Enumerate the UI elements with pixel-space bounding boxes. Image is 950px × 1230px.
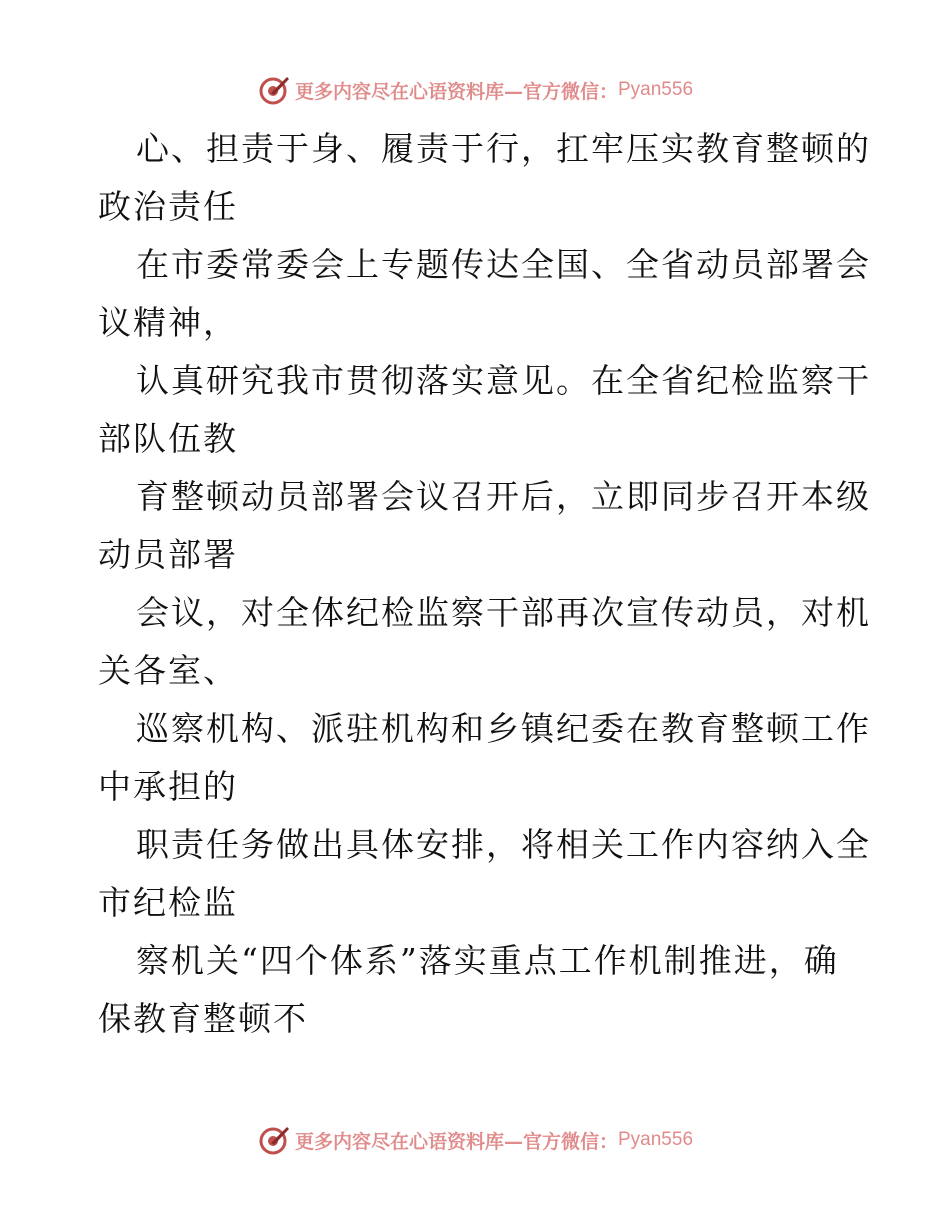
header-banner-id: Pyan556: [618, 79, 694, 100]
document-body: [98, 120, 871, 1048]
body-line: 市纪检监: [98, 883, 238, 922]
footer-banner-text: 更多内容尽在心语资料库—官方微信：: [294, 1130, 618, 1153]
body-line: 会议，对全体纪检监察干部再次宣传动员，对机: [136, 593, 871, 632]
body-line: 巡察机构、派驻机构和乡镇纪委在教育整顿工作: [136, 709, 871, 748]
quill-seal-icon: [257, 1123, 291, 1157]
body-line: 中承担的: [98, 767, 238, 806]
body-line: 察机关“四个体系”落实重点工作机制推进，确: [136, 941, 839, 980]
body-line: 在市委常委会上专题传达全国、全省动员部署会: [136, 245, 871, 284]
footer-watermark-banner: [0, 1120, 950, 1160]
body-line: 育整顿动员部署会议召开后，立即同步召开本级: [136, 477, 871, 516]
footer-banner-id: Pyan556: [618, 1129, 694, 1150]
body-line: 认真研究我市贯彻落实意见。在全省纪检监察干: [136, 361, 871, 400]
body-line: 职责任务做出具体安排，将相关工作内容纳入全: [136, 825, 871, 864]
body-line: 动员部署: [98, 535, 238, 574]
body-line: 部队伍教: [98, 419, 238, 458]
body-line: 议精神，: [98, 303, 238, 342]
body-line: 关各室、: [98, 651, 238, 690]
quill-seal-icon: [257, 73, 291, 107]
body-line: 政治责任: [98, 187, 238, 226]
body-line: 保教育整顿不: [98, 999, 308, 1038]
header-banner-text: 更多内容尽在心语资料库—官方微信：: [294, 80, 618, 103]
header-watermark-banner: [0, 70, 950, 110]
body-line: 心、担责于身、履责于行，扛牢压实教育整顿的: [136, 129, 871, 168]
